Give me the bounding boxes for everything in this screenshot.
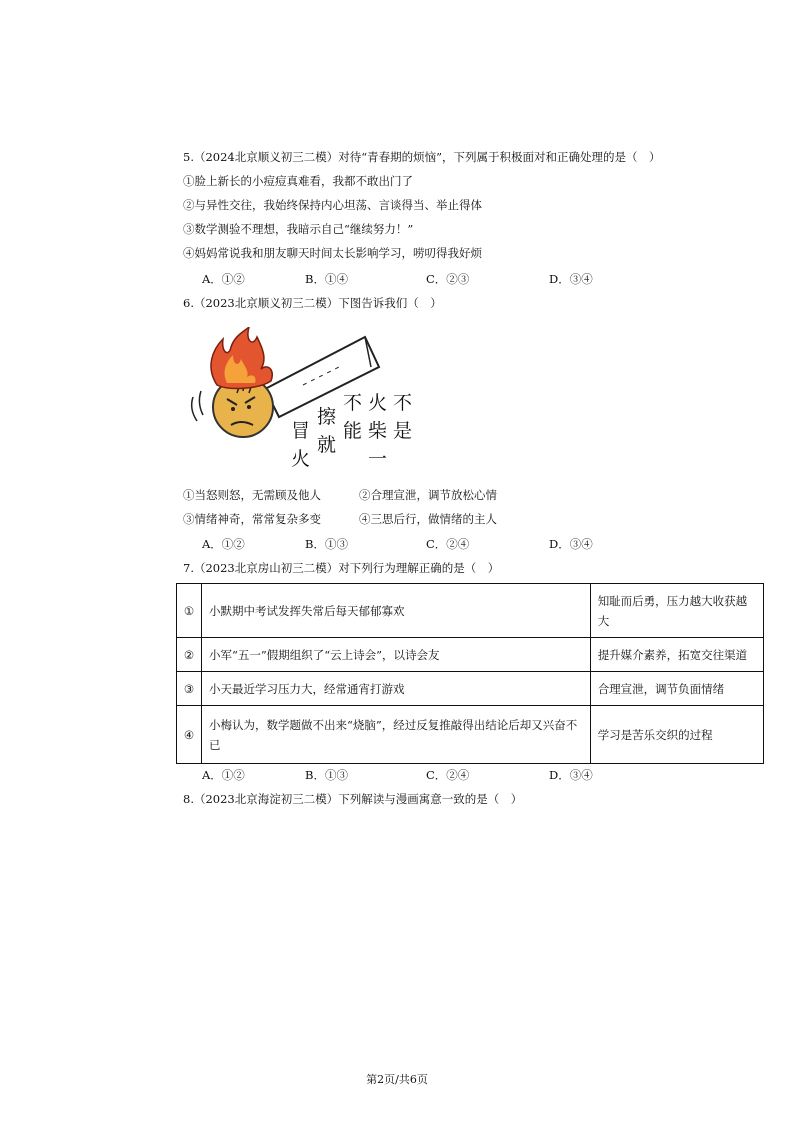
q7-option-d: D．③④ — [549, 768, 593, 782]
q5-item-4: ④妈妈常说我和朋友聊天时间太长影响学习，唠叨得我好烦 — [183, 246, 482, 260]
q6-item-1: ①当怒则怒，无需顾及他人 — [183, 488, 321, 502]
q5-stem: 5.（2024北京顺义初三二模）对待“青春期的烦恼”，下列属于积极面对和正确处理的是（ ） — [183, 150, 661, 164]
understanding-cell: 合理宣泄，调节负面情绪 — [590, 672, 763, 706]
row-number: ④ — [177, 706, 202, 764]
q6-item-2: ②合理宣泄，调节放松心情 — [359, 488, 497, 502]
q6-option-a: A．①② — [202, 537, 245, 551]
understanding-cell: 知耻而后勇，压力越大收获越大 — [590, 584, 763, 638]
row-number: ① — [177, 584, 202, 638]
behavior-cell: 小天最近学习压力大，经常通宵打游戏 — [202, 672, 591, 706]
q6-option-b: B．①③ — [305, 537, 348, 551]
table-row — [177, 672, 764, 706]
table-row — [177, 638, 764, 672]
q7-options — [202, 767, 622, 783]
q6-item-4: ④三思后行，做情绪的主人 — [359, 512, 497, 526]
table-row — [177, 706, 764, 764]
q5-option-c: C．②③ — [426, 272, 470, 286]
q7-option-b: B．①③ — [305, 768, 348, 782]
behavior-cell: 小梅认为，数学题做不出来“烧脑”，经过反复推敲得出结论后却又兴奋不已 — [202, 706, 591, 764]
svg-text:就: 就 — [317, 434, 337, 456]
q8-stem: 8.（2023北京海淀初三二模）下列解读与漫画寓意一致的是（ ） — [183, 792, 523, 806]
q5-option-d: D．③④ — [549, 272, 593, 286]
svg-text:不: 不 — [343, 392, 363, 414]
matchstick-cartoon — [183, 327, 423, 472]
page-number: 第2页/共6页 — [366, 1073, 428, 1086]
cartoon-text-col1: 不 — [393, 392, 413, 414]
q7-stem: 7.（2023北京房山初三二模）对下列行为理解正确的是（ ） — [183, 561, 500, 575]
q6-option-d: D．③④ — [549, 537, 593, 551]
understanding-cell: 学习是苦乐交织的过程 — [590, 706, 763, 764]
q7-option-c: C．②④ — [426, 768, 470, 782]
q6-item-3: ③情绪神奇，常常复杂多变 — [183, 512, 321, 526]
svg-text:冒: 冒 — [291, 420, 311, 442]
table-row — [177, 584, 764, 638]
q6-items-row-2 — [183, 511, 563, 527]
flame-icon — [211, 327, 272, 388]
svg-text:柴: 柴 — [368, 420, 388, 442]
q7-option-a: A．①② — [202, 768, 245, 782]
svg-text:一: 一 — [368, 448, 388, 470]
cartoon-handwriting — [291, 392, 412, 470]
understanding-cell: 提升媒介素养，拓宽交往渠道 — [590, 638, 763, 672]
q5-option-b: B．①④ — [305, 272, 348, 286]
svg-text:是: 是 — [393, 420, 413, 442]
q6-options — [202, 536, 622, 552]
q5-item-2: ②与异性交往，我始终保持内心坦荡、言谈得当、举止得体 — [183, 198, 482, 212]
svg-text:擦: 擦 — [317, 406, 337, 428]
q5-option-a: A．①② — [202, 272, 245, 286]
behavior-cell: 小军“五一”假期组织了“云上诗会”，以诗会友 — [202, 638, 591, 672]
angry-match-illustration — [183, 327, 423, 472]
row-number: ② — [177, 638, 202, 672]
q6-option-c: C．②④ — [426, 537, 470, 551]
svg-text:能: 能 — [343, 420, 363, 442]
q6-stem: 6.（2023北京顺义初三二模）下图告诉我们（ ） — [183, 296, 442, 310]
row-number: ③ — [177, 672, 202, 706]
svg-text:火: 火 — [368, 392, 388, 414]
svg-text:火: 火 — [291, 448, 311, 470]
q7-table — [176, 583, 764, 764]
q5-options — [202, 271, 622, 287]
q5-item-1: ①脸上新长的小痘痘真难看，我都不敢出门了 — [183, 174, 413, 188]
q6-items-row-1 — [183, 487, 563, 503]
q5-item-3: ③数学测验不理想，我暗示自己“继续努力！” — [183, 222, 414, 236]
behavior-cell: 小默期中考试发挥失常后每天郁郁寡欢 — [202, 584, 591, 638]
